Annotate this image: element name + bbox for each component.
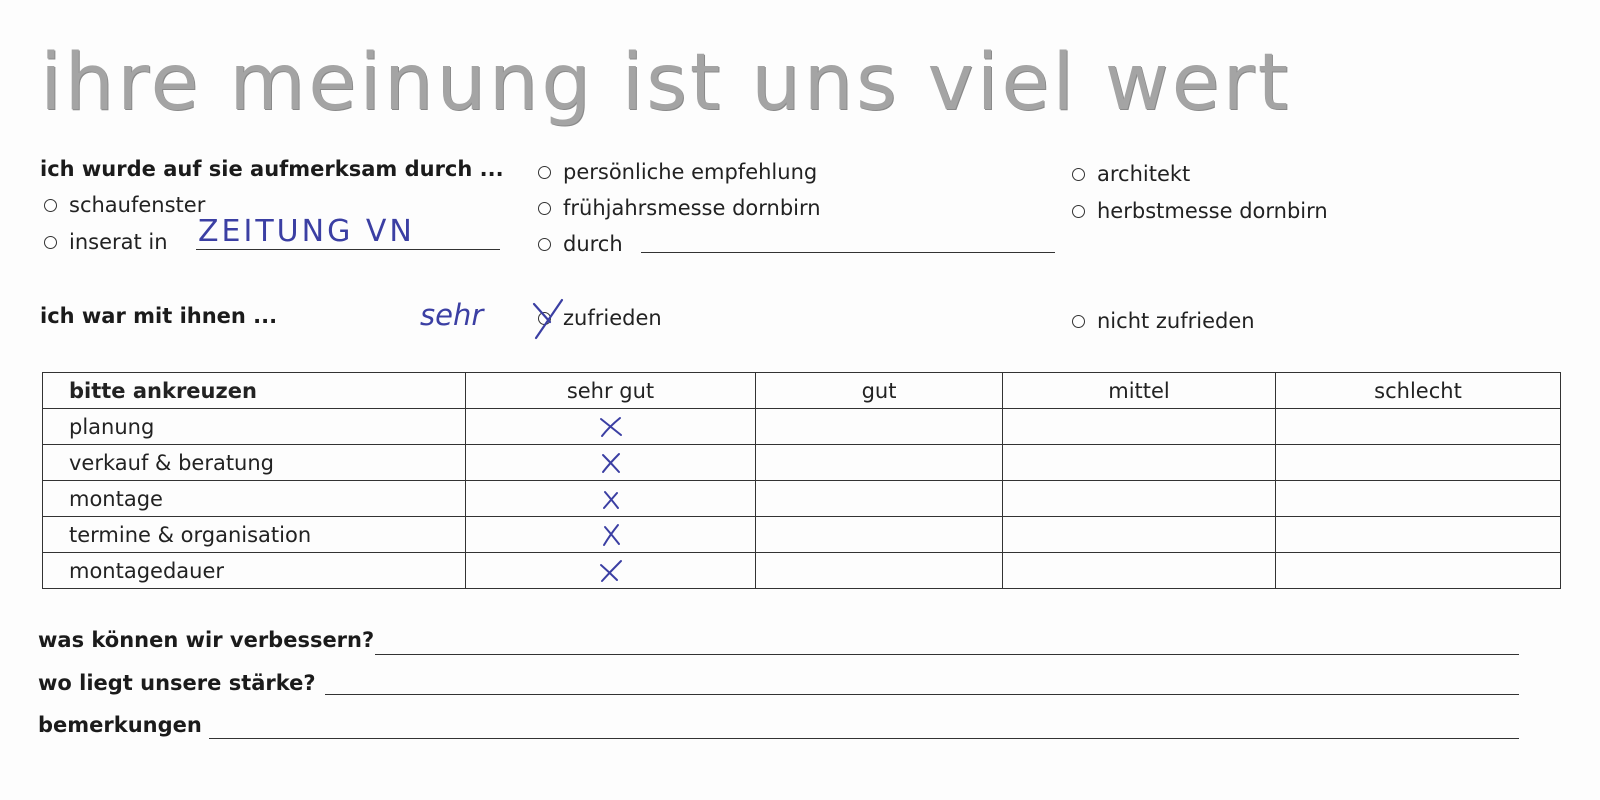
inserat-handwritten-value[interactable]: ZEITUNG VN [198,214,415,249]
x-mark-icon [597,523,625,547]
option-fruehjahrsmesse-label: frühjahrsmesse dornbirn [563,196,821,220]
cell-montagedauer-sehr-gut[interactable] [466,553,756,589]
option-schaufenster[interactable] [44,193,205,217]
header-schlecht: schlecht [1276,373,1561,409]
improve-answer-line[interactable] [375,654,1519,655]
radio-persoenliche-empfehlung[interactable] [538,166,551,179]
radio-herbstmesse[interactable] [1072,205,1085,218]
durch-line[interactable] [641,252,1055,253]
header-gut: gut [756,373,1003,409]
question-remarks: bemerkungen [38,713,202,737]
option-persoenliche-empfehlung-label: persönliche empfehlung [563,160,818,184]
option-nicht-zufrieden[interactable] [1072,309,1255,333]
inserat-line [196,249,500,250]
option-persoenliche-empfehlung[interactable] [538,160,817,184]
cell-montagedauer-schlecht[interactable] [1276,553,1561,589]
radio-durch[interactable] [538,238,551,251]
satisfaction-question: ich war mit ihnen ... [40,304,278,328]
table-row [43,517,1561,553]
form-title: ihre meinung ist uns viel wert [40,38,1292,128]
radio-architekt[interactable] [1072,168,1085,181]
table-row [43,445,1561,481]
strength-answer-line[interactable] [325,694,1519,695]
cell-montage-mittel[interactable] [1003,481,1276,517]
x-mark-icon [597,451,625,475]
table-row [43,409,1561,445]
cell-termine-gut[interactable] [756,517,1003,553]
cell-planung-gut[interactable] [756,409,1003,445]
x-mark-icon [597,415,625,439]
option-fruehjahrsmesse[interactable] [538,196,821,220]
rating-table [42,372,1561,589]
rating-table-header [43,373,1561,409]
row-label-montage: montage [43,481,466,517]
cell-planung-sehr-gut[interactable] [466,409,756,445]
row-label-planung: planung [43,409,466,445]
option-herbstmesse[interactable] [1072,199,1328,223]
satisfaction-handwritten-prefix: sehr [420,298,484,332]
row-label-termine-organisation: termine & organisation [43,517,466,553]
cell-termine-sehr-gut[interactable] [466,517,756,553]
cell-montage-gut[interactable] [756,481,1003,517]
option-durch-label: durch [563,232,623,256]
cell-montagedauer-mittel[interactable] [1003,553,1276,589]
option-zufrieden-label: zufrieden [563,306,662,330]
option-architekt-label: architekt [1097,162,1191,186]
option-inserat[interactable] [44,230,168,254]
cell-termine-mittel[interactable] [1003,517,1276,553]
cell-verkauf-mittel[interactable] [1003,445,1276,481]
radio-nicht-zufrieden[interactable] [1072,315,1085,328]
option-nicht-zufrieden-label: nicht zufrieden [1097,309,1255,333]
header-bitte-ankreuzen: bitte ankreuzen [43,373,466,409]
row-label-montagedauer: montagedauer [43,553,466,589]
cell-planung-schlecht[interactable] [1276,409,1561,445]
question-improve: was können wir verbessern? [38,628,375,652]
cell-termine-schlecht[interactable] [1276,517,1561,553]
option-architekt[interactable] [1072,162,1190,186]
table-row [43,481,1561,517]
radio-fruehjahrsmesse[interactable] [538,202,551,215]
awareness-question: ich wurde auf sie aufmerksam durch ... [40,157,504,181]
cell-verkauf-sehr-gut[interactable] [466,445,756,481]
header-mittel: mittel [1003,373,1276,409]
cell-montagedauer-gut[interactable] [756,553,1003,589]
radio-schaufenster[interactable] [44,199,57,212]
question-strength: wo liegt unsere stärke? [38,671,316,695]
table-row [43,553,1561,589]
header-sehr-gut: sehr gut [466,373,756,409]
cell-verkauf-gut[interactable] [756,445,1003,481]
option-durch[interactable] [538,232,623,256]
x-mark-icon [597,559,625,583]
cell-montage-sehr-gut[interactable] [466,481,756,517]
option-herbstmesse-label: herbstmesse dornbirn [1097,199,1328,223]
handwritten-check-mark [528,298,566,342]
remarks-answer-line[interactable] [209,738,1519,739]
cell-planung-mittel[interactable] [1003,409,1276,445]
cell-verkauf-schlecht[interactable] [1276,445,1561,481]
cell-montage-schlecht[interactable] [1276,481,1561,517]
radio-inserat[interactable] [44,236,57,249]
option-inserat-label: inserat in [69,230,168,254]
row-label-verkauf-beratung: verkauf & beratung [43,445,466,481]
option-schaufenster-label: schaufenster [69,193,206,217]
x-mark-icon [597,487,625,511]
